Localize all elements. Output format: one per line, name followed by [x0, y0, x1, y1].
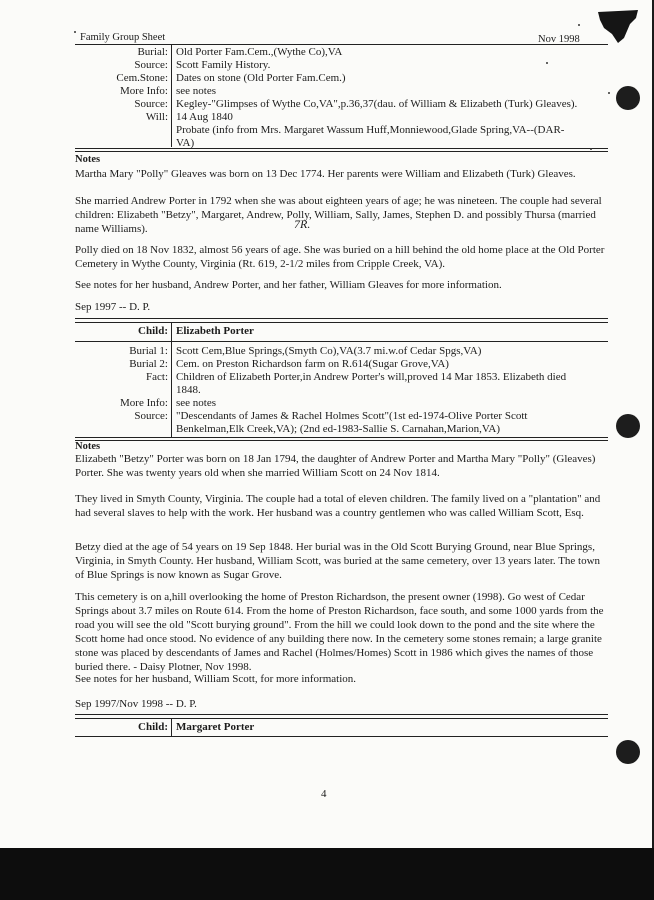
- fact-label: More Info:: [120, 397, 168, 409]
- fact-value: see notes: [176, 85, 217, 97]
- fact-value: 14 Aug 1840: [176, 111, 233, 123]
- rule: [75, 736, 608, 737]
- column-divider: [171, 44, 172, 147]
- note-paragraph: Martha Mary "Polly" Gleaves was born on 13 Dec 1774. Her parents were William and Elizabeth (Turk) Gleaves.: [75, 168, 576, 180]
- notes-signature: Sep 1997 -- D. P.: [75, 301, 151, 313]
- column-divider: [171, 718, 172, 736]
- fact-value: Old Porter Fam.Cem.,(Wythe Co),VA: [176, 46, 343, 58]
- fact-label: More Info:: [120, 85, 168, 97]
- fact-value: Benkelman,Elk Creek,VA); (2nd ed-1983-Sallie S. Carnahan,Marion,VA): [176, 423, 501, 435]
- speck: [74, 31, 76, 33]
- rule: [75, 437, 608, 438]
- fact-value: VA): [176, 137, 195, 149]
- note-paragraph: They lived in Smyth County, Virginia. The couple had a total of eleven children. The family lived on a "plantation" and had several slaves to help with the work. Her husband was a country gentlemen who was called William Scott, Esq.: [75, 493, 601, 519]
- punch-hole-top: [616, 86, 640, 110]
- speck: [608, 92, 610, 94]
- child-label: Child:: [138, 721, 168, 733]
- column-divider: [171, 322, 172, 437]
- fact-value: Scott Family History.: [176, 59, 271, 71]
- child-name: Elizabeth Porter: [176, 325, 254, 337]
- punch-hole-bottom: [616, 740, 640, 764]
- rule: [75, 322, 608, 323]
- header-date: Nov 1998: [538, 34, 580, 45]
- note-paragraph: Elizabeth "Betzy" Porter was born on 18 Jan 1794, the daughter of Andrew Porter and Martha Mary "Polly" (Gleaves) Porter. She was twenty years old when she married William Scott on 24 Nov 1814.: [75, 453, 596, 479]
- rule: [75, 718, 608, 719]
- fact-label: Fact:: [146, 371, 168, 383]
- rule: [75, 341, 608, 342]
- speck: [590, 148, 592, 150]
- fact-value: see notes: [176, 397, 217, 409]
- ink-blot-mark: [594, 10, 640, 44]
- notes-heading: Notes: [75, 441, 101, 452]
- speck: [578, 24, 580, 26]
- scan-border: [0, 848, 654, 900]
- page-number: 4: [321, 788, 327, 800]
- punch-hole-middle: [616, 414, 640, 438]
- fact-value: Cem. on Preston Richardson farm on R.614(Sugar Grove,VA): [176, 358, 449, 370]
- header-title: Family Group Sheet: [80, 32, 166, 43]
- fact-label: Cem.Stone:: [116, 72, 168, 84]
- rule: [75, 714, 608, 715]
- fact-label: Will:: [145, 111, 168, 123]
- note-paragraph: Polly died on 18 Nov 1832, almost 56 years of age. She was buried on a hill behind the old home place at the Old Porter Cemetery in Wythe County, Virginia (Rt. 619, 2-1/2 miles from Cripple Creek, VA).: [75, 244, 605, 270]
- note-paragraph: See notes for her husband, William Scott, for more information.: [75, 673, 357, 685]
- notes-signature: Sep 1997/Nov 1998 -- D. P.: [75, 698, 197, 710]
- fact-value: Children of Elizabeth Porter,in Andrew Porter's will,proved 14 Mar 1853. Elizabeth died: [176, 371, 567, 383]
- rule: [75, 151, 608, 152]
- child-label: Child:: [138, 325, 168, 337]
- fact-label: Burial 2:: [129, 358, 168, 370]
- fact-label: Burial:: [137, 46, 168, 58]
- fact-value: 1848.: [176, 384, 201, 396]
- speck: [546, 62, 548, 64]
- fact-value: Kegley-"Glimpses of Wythe Co,VA",p.36,37(dau. of William & Elizabeth (Turk) Gleaves).: [176, 98, 578, 110]
- fact-value: "Descendants of James & Rachel Holmes Scott"(1st ed-1974-Olive Porter Scott: [176, 410, 528, 422]
- rule: [75, 318, 608, 319]
- handwritten-annotation: 7R.: [294, 217, 311, 231]
- fact-value: Scott Cem,Blue Springs,(Smyth Co),VA(3.7 mi.w.of Cedar Spgs,VA): [176, 345, 482, 357]
- notes-heading: Notes: [75, 154, 101, 165]
- rule: [75, 148, 608, 149]
- child-name: Margaret Porter: [176, 721, 255, 733]
- note-paragraph: This cemetery is on a,hill overlooking the home of Preston Richardson, the present owner (1998). Go west of Cedar Springs about 3.7 miles on Route 614. From the home of Preston Richardson, face south, and some 1000 yards from the road you will see the old "Scott burying ground". From the hill we could look down to the pond and the site where the Scott home had once stood. No evidence of any building there now. In the cemetery some stones remain; a large granite stone was placed by descendants of James and Rachel (Holmes/Homes) Scott in 1986 which gives the names of those buried there. - Daisy Plotner, Nov 1998.: [75, 591, 604, 673]
- fact-label: Source:: [134, 410, 168, 422]
- note-paragraph: Betzy died at the age of 54 years on 19 Sep 1848. Her burial was in the Old Scott Burying Ground, near Blue Springs, Virginia, in Smyth County. Her husband, William Scott, was buried at the same cemetery, over 13 years later. The town of Blue Springs is now known as Sugar Grove.: [75, 541, 601, 581]
- note-paragraph: See notes for her husband, Andrew Porter, and her father, William Gleaves for more information.: [75, 279, 502, 291]
- fact-label: Source:: [134, 59, 168, 71]
- rule: [75, 440, 608, 441]
- fact-value: Dates on stone (Old Porter Fam.Cem.): [176, 72, 346, 84]
- fact-label: Burial 1:: [129, 345, 168, 357]
- fact-label: Source:: [134, 98, 168, 110]
- note-paragraph: She married Andrew Porter in 1792 when she was about eighteen years of age; he was nineteen. The couple had several children: Elizabeth "Betzy", Margaret, Andrew, Polly, William, Sally, James, Stephen D. and possibly Thursa (married name Williams).: [75, 195, 602, 235]
- fact-value: Probate (info from Mrs. Margaret Wassum Huff,Monniewood,Glade Spring,VA--(DAR-: [176, 124, 565, 136]
